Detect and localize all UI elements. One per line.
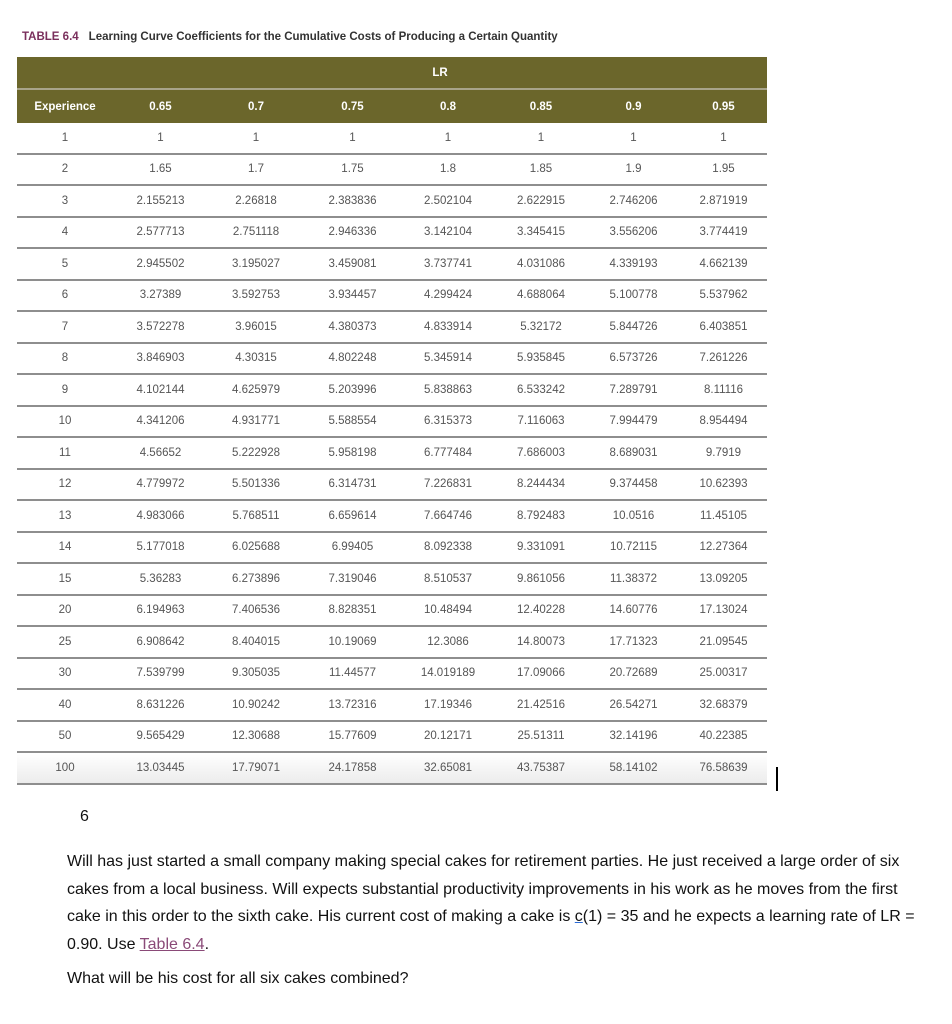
coefficient-cell: 13.03445 bbox=[113, 752, 208, 784]
coefficient-cell: 4.833914 bbox=[401, 311, 495, 343]
experience-cell: 5 bbox=[17, 248, 113, 280]
table-row bbox=[17, 123, 767, 154]
coefficient-cell: 9.565429 bbox=[113, 721, 208, 753]
coefficient-cell: 12.40228 bbox=[495, 595, 587, 627]
table-row bbox=[17, 280, 767, 312]
question-text-part: (1) = 35 and he expects a learning rate of LR = 0.90. Use bbox=[67, 908, 915, 953]
coefficient-cell: 26.54271 bbox=[587, 689, 680, 721]
coefficient-cell: 5.768511 bbox=[208, 500, 304, 532]
coefficient-cell: 6.908642 bbox=[113, 626, 208, 658]
coefficient-cell: 7.539799 bbox=[113, 658, 208, 690]
coefficient-cell: 6.314731 bbox=[304, 469, 401, 501]
coefficient-cell: 24.17858 bbox=[304, 752, 401, 784]
coefficient-cell: 3.142104 bbox=[401, 217, 495, 249]
coefficient-cell: 3.96015 bbox=[208, 311, 304, 343]
lr-column-header: 0.95 bbox=[680, 89, 767, 123]
coefficient-cell: 76.58639 bbox=[680, 752, 767, 784]
coefficient-cell: 8.510537 bbox=[401, 563, 495, 595]
coefficient-cell: 32.14196 bbox=[587, 721, 680, 753]
coefficient-cell: 12.3086 bbox=[401, 626, 495, 658]
coefficient-cell: 4.931771 bbox=[208, 406, 304, 438]
coefficient-cell: 8.404015 bbox=[208, 626, 304, 658]
experience-header: Experience bbox=[17, 89, 113, 123]
coefficient-cell: 11.44577 bbox=[304, 658, 401, 690]
coefficient-cell: 1.7 bbox=[208, 154, 304, 186]
coefficient-cell: 6.777484 bbox=[401, 437, 495, 469]
coefficient-cell: 6.659614 bbox=[304, 500, 401, 532]
table-row bbox=[17, 154, 767, 186]
coefficient-cell: 5.203996 bbox=[304, 374, 401, 406]
coefficient-cell: 11.45105 bbox=[680, 500, 767, 532]
coefficient-cell: 1 bbox=[113, 123, 208, 154]
learning-curve-table bbox=[17, 57, 767, 785]
coefficient-cell: 14.80073 bbox=[495, 626, 587, 658]
table-row bbox=[17, 689, 767, 721]
table-row bbox=[17, 406, 767, 438]
coefficient-cell: 1.85 bbox=[495, 154, 587, 186]
experience-cell: 14 bbox=[17, 532, 113, 564]
experience-cell: 8 bbox=[17, 343, 113, 375]
coefficient-cell: 1 bbox=[680, 123, 767, 154]
coefficient-cell: 15.77609 bbox=[304, 721, 401, 753]
coefficient-cell: 17.19346 bbox=[401, 689, 495, 721]
coefficient-cell: 7.994479 bbox=[587, 406, 680, 438]
coefficient-cell: 5.36283 bbox=[113, 563, 208, 595]
question-ask: What will be his cost for all six cakes combined? bbox=[67, 970, 409, 987]
coefficient-cell: 20.12171 bbox=[401, 721, 495, 753]
coefficient-cell: 10.0516 bbox=[587, 500, 680, 532]
lr-group-header: LR bbox=[113, 57, 767, 89]
table-row bbox=[17, 248, 767, 280]
cost-symbol: c bbox=[574, 908, 583, 925]
question-text bbox=[67, 848, 927, 958]
experience-cell: 50 bbox=[17, 721, 113, 753]
coefficient-cell: 8.792483 bbox=[495, 500, 587, 532]
coefficient-cell: 7.116063 bbox=[495, 406, 587, 438]
coefficient-cell: 12.27364 bbox=[680, 532, 767, 564]
experience-cell: 30 bbox=[17, 658, 113, 690]
coefficient-cell: 17.09066 bbox=[495, 658, 587, 690]
table-row bbox=[17, 595, 767, 627]
coefficient-cell: 4.779972 bbox=[113, 469, 208, 501]
coefficient-cell: 12.30688 bbox=[208, 721, 304, 753]
lr-column-header: 0.9 bbox=[587, 89, 680, 123]
coefficient-cell: 2.622915 bbox=[495, 185, 587, 217]
coefficient-cell: 3.556206 bbox=[587, 217, 680, 249]
coefficient-cell: 3.774419 bbox=[680, 217, 767, 249]
table-row bbox=[17, 563, 767, 595]
coefficient-cell: 3.459081 bbox=[304, 248, 401, 280]
experience-cell: 13 bbox=[17, 500, 113, 532]
coefficient-cell: 5.345914 bbox=[401, 343, 495, 375]
coefficient-cell: 14.019189 bbox=[401, 658, 495, 690]
experience-cell: 7 bbox=[17, 311, 113, 343]
coefficient-cell: 25.51311 bbox=[495, 721, 587, 753]
table-number: TABLE 6.4 bbox=[22, 31, 79, 43]
coefficient-cell: 40.22385 bbox=[680, 721, 767, 753]
lr-column-header: 0.85 bbox=[495, 89, 587, 123]
coefficient-cell: 7.664746 bbox=[401, 500, 495, 532]
coefficient-cell: 2.871919 bbox=[680, 185, 767, 217]
coefficient-cell: 2.383836 bbox=[304, 185, 401, 217]
coefficient-cell: 4.30315 bbox=[208, 343, 304, 375]
coefficient-cell: 3.846903 bbox=[113, 343, 208, 375]
experience-cell: 2 bbox=[17, 154, 113, 186]
coefficient-cell: 7.686003 bbox=[495, 437, 587, 469]
coefficient-cell: 1 bbox=[587, 123, 680, 154]
coefficient-cell: 25.00317 bbox=[680, 658, 767, 690]
coefficient-cell: 5.935845 bbox=[495, 343, 587, 375]
table-row bbox=[17, 343, 767, 375]
lr-column-header: 0.8 bbox=[401, 89, 495, 123]
table-row bbox=[17, 500, 767, 532]
coefficient-cell: 7.289791 bbox=[587, 374, 680, 406]
coefficient-cell: 20.72689 bbox=[587, 658, 680, 690]
coefficient-cell: 1.75 bbox=[304, 154, 401, 186]
coefficient-cell: 4.983066 bbox=[113, 500, 208, 532]
coefficient-cell: 3.592753 bbox=[208, 280, 304, 312]
coefficient-cell: 17.13024 bbox=[680, 595, 767, 627]
coefficient-cell: 6.194963 bbox=[113, 595, 208, 627]
coefficient-cell: 4.662139 bbox=[680, 248, 767, 280]
table-row bbox=[17, 658, 767, 690]
coefficient-cell: 8.689031 bbox=[587, 437, 680, 469]
experience-cell: 1 bbox=[17, 123, 113, 154]
coefficient-cell: 7.406536 bbox=[208, 595, 304, 627]
coefficient-cell: 5.100778 bbox=[587, 280, 680, 312]
coefficient-cell: 5.844726 bbox=[587, 311, 680, 343]
coefficient-cell: 10.48494 bbox=[401, 595, 495, 627]
table-caption bbox=[22, 31, 558, 43]
coefficient-cell: 8.828351 bbox=[304, 595, 401, 627]
experience-cell: 15 bbox=[17, 563, 113, 595]
coefficient-cell: 9.331091 bbox=[495, 532, 587, 564]
experience-cell: 3 bbox=[17, 185, 113, 217]
table-row bbox=[17, 185, 767, 217]
coefficient-cell: 5.177018 bbox=[113, 532, 208, 564]
coefficient-cell: 7.319046 bbox=[304, 563, 401, 595]
experience-cell: 11 bbox=[17, 437, 113, 469]
table-row bbox=[17, 532, 767, 564]
coefficient-cell: 2.502104 bbox=[401, 185, 495, 217]
coefficient-cell: 8.092338 bbox=[401, 532, 495, 564]
coefficient-cell: 17.79071 bbox=[208, 752, 304, 784]
coefficient-cell: 9.305035 bbox=[208, 658, 304, 690]
coefficient-cell: 1.9 bbox=[587, 154, 680, 186]
coefficient-cell: 3.572278 bbox=[113, 311, 208, 343]
coefficient-cell: 11.38372 bbox=[587, 563, 680, 595]
table-row bbox=[17, 752, 767, 784]
coefficient-cell: 4.102144 bbox=[113, 374, 208, 406]
coefficient-cell: 1.8 bbox=[401, 154, 495, 186]
coefficient-cell: 4.380373 bbox=[304, 311, 401, 343]
coefficient-cell: 10.19069 bbox=[304, 626, 401, 658]
lr-column-header: 0.65 bbox=[113, 89, 208, 123]
coefficient-cell: 1 bbox=[304, 123, 401, 154]
coefficient-cell: 43.75387 bbox=[495, 752, 587, 784]
coefficient-cell: 3.345415 bbox=[495, 217, 587, 249]
lr-column-header: 0.7 bbox=[208, 89, 304, 123]
coefficient-cell: 1.65 bbox=[113, 154, 208, 186]
coefficient-cell: 7.261226 bbox=[680, 343, 767, 375]
lr-column-header: 0.75 bbox=[304, 89, 401, 123]
coefficient-cell: 5.838863 bbox=[401, 374, 495, 406]
table-row bbox=[17, 626, 767, 658]
table-link[interactable]: Table 6.4 bbox=[139, 935, 205, 953]
coefficient-cell: 4.299424 bbox=[401, 280, 495, 312]
coefficient-cell: 6.025688 bbox=[208, 532, 304, 564]
coefficient-cell: 13.72316 bbox=[304, 689, 401, 721]
coefficient-cell: 4.688064 bbox=[495, 280, 587, 312]
experience-cell: 10 bbox=[17, 406, 113, 438]
question-number: 6 bbox=[80, 808, 89, 825]
table-title: Learning Curve Coefficients for the Cumulative Costs of Producing a Certain Quantity bbox=[88, 31, 558, 43]
coefficient-cell: 8.631226 bbox=[113, 689, 208, 721]
table-row bbox=[17, 217, 767, 249]
coefficient-cell: 10.62393 bbox=[680, 469, 767, 501]
coefficient-cell: 5.222928 bbox=[208, 437, 304, 469]
coefficient-cell: 5.501336 bbox=[208, 469, 304, 501]
coefficient-cell: 1 bbox=[495, 123, 587, 154]
question-text-part: . bbox=[204, 935, 210, 953]
coefficient-cell: 8.954494 bbox=[680, 406, 767, 438]
coefficient-cell: 2.946336 bbox=[304, 217, 401, 249]
coefficient-cell: 3.27389 bbox=[113, 280, 208, 312]
coefficient-cell: 17.71323 bbox=[587, 626, 680, 658]
coefficient-cell: 5.32172 bbox=[495, 311, 587, 343]
coefficient-cell: 21.42516 bbox=[495, 689, 587, 721]
coefficient-cell: 8.11116 bbox=[680, 374, 767, 406]
table-row bbox=[17, 374, 767, 406]
coefficient-cell: 3.195027 bbox=[208, 248, 304, 280]
experience-cell: 25 bbox=[17, 626, 113, 658]
coefficient-cell: 10.90242 bbox=[208, 689, 304, 721]
experience-cell: 4 bbox=[17, 217, 113, 249]
question-text-part: Will has just started a small company making special cakes for retirement parties. He just received a large order of six cakes from a local business. Will expects substantial productivity improvements in his work as he moves from the first cake in this order to the sixth cake. His current cost of making a cake is bbox=[67, 853, 900, 925]
experience-cell: 12 bbox=[17, 469, 113, 501]
table-row bbox=[17, 437, 767, 469]
coefficient-cell: 4.625979 bbox=[208, 374, 304, 406]
coefficient-cell: 1.95 bbox=[680, 154, 767, 186]
coefficient-cell: 9.861056 bbox=[495, 563, 587, 595]
coefficient-cell: 10.72115 bbox=[587, 532, 680, 564]
experience-cell: 20 bbox=[17, 595, 113, 627]
experience-cell: 100 bbox=[17, 752, 113, 784]
experience-cell: 9 bbox=[17, 374, 113, 406]
coefficient-cell: 1 bbox=[208, 123, 304, 154]
coefficient-cell: 4.802248 bbox=[304, 343, 401, 375]
coefficient-cell: 4.341206 bbox=[113, 406, 208, 438]
coefficient-cell: 3.737741 bbox=[401, 248, 495, 280]
coefficient-cell: 3.934457 bbox=[304, 280, 401, 312]
coefficient-cell: 5.537962 bbox=[680, 280, 767, 312]
coefficient-cell: 6.573726 bbox=[587, 343, 680, 375]
coefficient-cell: 58.14102 bbox=[587, 752, 680, 784]
coefficient-cell: 9.7919 bbox=[680, 437, 767, 469]
coefficient-cell: 32.68379 bbox=[680, 689, 767, 721]
coefficient-cell: 8.244434 bbox=[495, 469, 587, 501]
coefficient-cell: 2.577713 bbox=[113, 217, 208, 249]
coefficient-cell: 21.09545 bbox=[680, 626, 767, 658]
coefficient-cell: 2.751118 bbox=[208, 217, 304, 249]
coefficient-cell: 2.155213 bbox=[113, 185, 208, 217]
coefficient-cell: 2.746206 bbox=[587, 185, 680, 217]
coefficient-cell: 6.403851 bbox=[680, 311, 767, 343]
experience-cell: 40 bbox=[17, 689, 113, 721]
coefficient-cell: 6.533242 bbox=[495, 374, 587, 406]
coefficient-cell: 6.315373 bbox=[401, 406, 495, 438]
text-cursor bbox=[776, 767, 778, 791]
coefficient-cell: 4.339193 bbox=[587, 248, 680, 280]
coefficient-cell: 6.273896 bbox=[208, 563, 304, 595]
coefficient-cell: 9.374458 bbox=[587, 469, 680, 501]
table-row bbox=[17, 469, 767, 501]
coefficient-cell: 7.226831 bbox=[401, 469, 495, 501]
coefficient-cell: 5.588554 bbox=[304, 406, 401, 438]
coefficient-cell: 2.945502 bbox=[113, 248, 208, 280]
coefficient-cell: 32.65081 bbox=[401, 752, 495, 784]
coefficient-cell: 1 bbox=[401, 123, 495, 154]
coefficient-cell: 4.56652 bbox=[113, 437, 208, 469]
experience-cell: 6 bbox=[17, 280, 113, 312]
coefficient-cell: 2.26818 bbox=[208, 185, 304, 217]
coefficient-cell: 13.09205 bbox=[680, 563, 767, 595]
coefficient-cell: 6.99405 bbox=[304, 532, 401, 564]
coefficient-cell: 14.60776 bbox=[587, 595, 680, 627]
coefficient-cell: 4.031086 bbox=[495, 248, 587, 280]
table-row bbox=[17, 311, 767, 343]
coefficient-cell: 5.958198 bbox=[304, 437, 401, 469]
table-row bbox=[17, 721, 767, 753]
